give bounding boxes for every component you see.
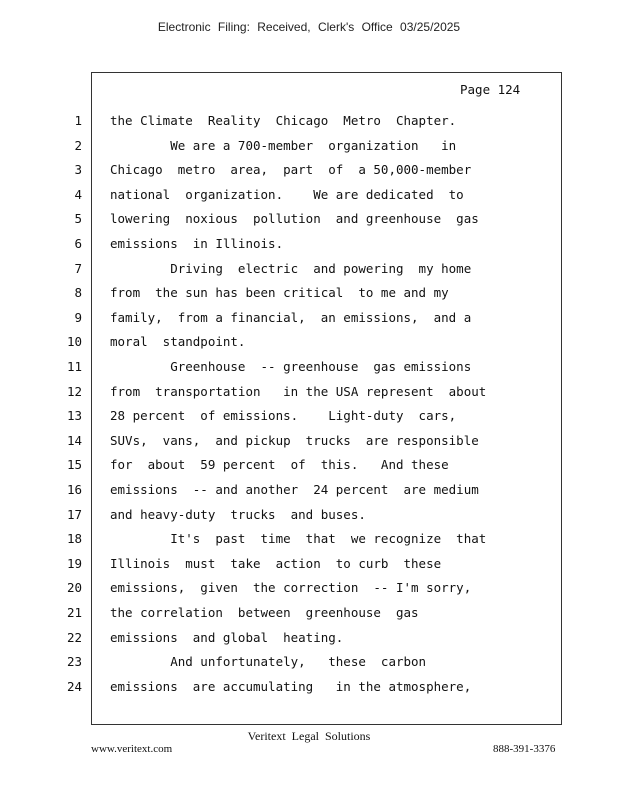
line-number: 8 xyxy=(74,285,82,301)
line-number: 3 xyxy=(74,162,82,178)
line-text: Chicago metro area, part of a 50,000-member xyxy=(110,162,472,178)
line-text: emissions -- and another 24 percent are medium xyxy=(110,482,479,497)
line-number: 11 xyxy=(66,359,82,374)
footer-company: Veritext Legal Solutions xyxy=(247,729,371,743)
line-text: Illinois must take action to curb these xyxy=(110,555,442,571)
line-text: SUVs, vans, and pickup trucks are responsible xyxy=(110,432,479,448)
transcript-line xyxy=(0,283,560,303)
line-text: It's past time that we recognize that xyxy=(110,531,487,547)
line-text: the Climate Reality Chicago Metro Chapter. xyxy=(110,113,457,128)
line-text: 28 percent of emissions. Light-duty cars, xyxy=(110,408,457,424)
line-text: from the sun has been critical to me and my xyxy=(110,285,449,301)
line-text: from transportation in the USA represent about xyxy=(110,383,487,399)
line-number: 9 xyxy=(74,309,82,325)
line-text: for about 59 percent of this. And these xyxy=(110,457,449,473)
page-number: Page 124 xyxy=(460,82,521,97)
line-number: 16 xyxy=(66,482,82,497)
line-number: 15 xyxy=(66,457,82,473)
line-number: 21 xyxy=(66,605,82,620)
line-number: 14 xyxy=(66,432,82,448)
transcript-line xyxy=(0,234,560,254)
transcript-line xyxy=(0,455,560,475)
transcript-line xyxy=(0,209,560,229)
transcript-line xyxy=(0,357,560,377)
transcript-line xyxy=(0,652,560,672)
line-text: Greenhouse -- greenhouse gas emissions xyxy=(110,359,472,374)
transcript-line xyxy=(0,308,560,328)
transcript-line xyxy=(0,677,560,697)
filing-header: Electronic Filing: Received, Clerk's Office 03/25/2025 xyxy=(157,20,461,34)
transcript-line xyxy=(0,136,560,156)
line-text: and heavy-duty trucks and buses. xyxy=(110,506,366,522)
transcript-line xyxy=(0,111,560,131)
transcript-line xyxy=(0,431,560,451)
transcript-line xyxy=(0,259,560,279)
line-number: 10 xyxy=(66,334,82,350)
line-number: 23 xyxy=(66,654,82,670)
transcript-line xyxy=(0,406,560,426)
transcript-line xyxy=(0,529,560,549)
line-number: 4 xyxy=(74,186,82,202)
line-text: emissions and global heating. xyxy=(110,629,344,645)
line-number: 13 xyxy=(66,408,82,424)
line-text: lowering noxious pollution and greenhouse gas xyxy=(110,211,479,227)
footer-phone: 888-391-3376 xyxy=(493,743,556,755)
line-text: And unfortunately, these carbon xyxy=(110,654,427,670)
line-text: national organization. We are dedicated to xyxy=(110,186,464,202)
line-text: Driving electric and powering my home xyxy=(110,260,472,276)
line-number: 24 xyxy=(66,678,82,694)
transcript-line xyxy=(0,578,560,598)
transcript-line xyxy=(0,603,560,623)
transcript-line xyxy=(0,480,560,500)
transcript-line xyxy=(0,160,560,180)
line-text: We are a 700-member organization in xyxy=(110,137,457,153)
line-text: the correlation between greenhouse gas xyxy=(110,605,419,620)
line-text: emissions in Illinois. xyxy=(110,236,284,251)
line-number: 1 xyxy=(74,113,82,128)
line-number: 5 xyxy=(74,211,82,227)
line-number: 19 xyxy=(66,555,82,571)
transcript-line xyxy=(0,332,560,352)
line-number: 18 xyxy=(66,531,82,547)
transcript-line xyxy=(0,554,560,574)
line-number: 7 xyxy=(74,260,82,276)
line-text: emissions, given the correction -- I'm sorry, xyxy=(110,580,472,596)
line-number: 2 xyxy=(74,137,82,153)
line-text: moral standpoint. xyxy=(110,334,246,350)
transcript-line xyxy=(0,382,560,402)
line-text: emissions are accumulating in the atmosphere, xyxy=(110,678,472,694)
line-number: 22 xyxy=(66,629,82,645)
line-number: 12 xyxy=(66,383,82,399)
transcript-line xyxy=(0,185,560,205)
line-number: 6 xyxy=(74,236,82,251)
line-number: 17 xyxy=(66,506,82,522)
footer-website: www.veritext.com xyxy=(91,743,173,755)
transcript-line xyxy=(0,505,560,525)
line-number: 20 xyxy=(66,580,82,596)
transcript-line xyxy=(0,628,560,648)
line-text: family, from a financial, an emissions, and a xyxy=(110,309,472,325)
